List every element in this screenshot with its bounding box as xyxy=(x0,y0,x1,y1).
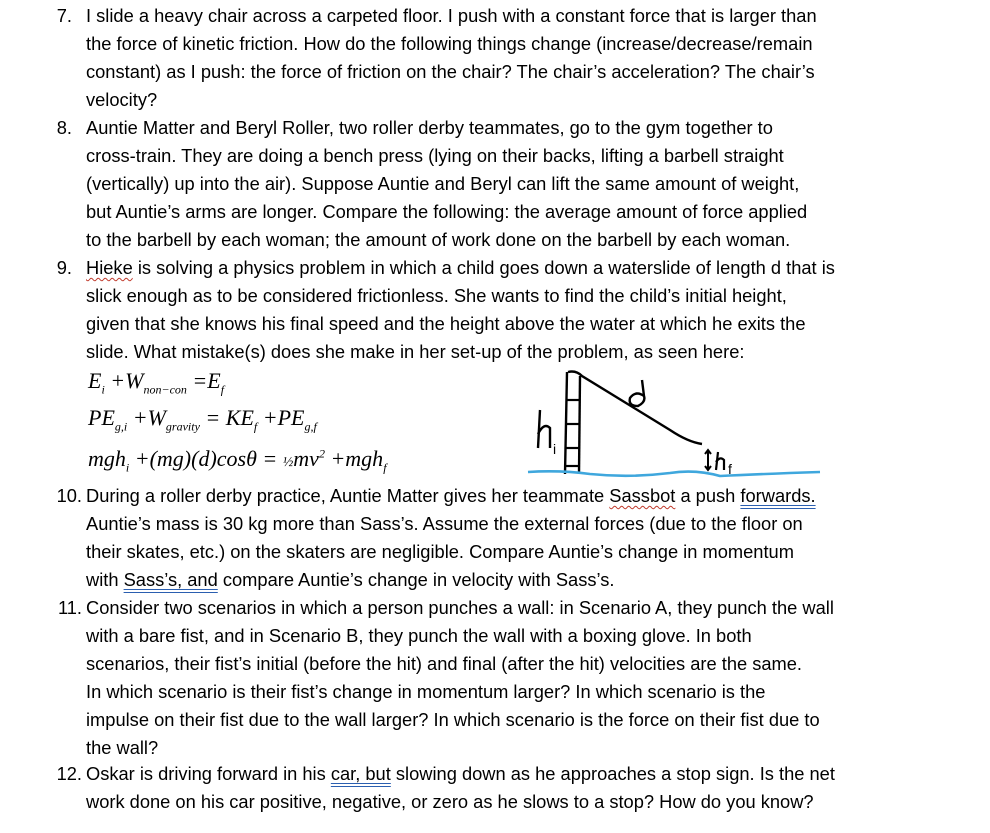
slide-ramp xyxy=(568,372,702,445)
question-text xyxy=(86,114,966,254)
question-text xyxy=(86,760,966,816)
text-line xyxy=(86,254,966,282)
eq-symbol: + xyxy=(104,368,126,393)
eq-symbol: E xyxy=(207,368,221,393)
text-line xyxy=(86,566,966,594)
eq-subscript: i xyxy=(125,460,130,475)
eq-symbol: mgh xyxy=(345,446,384,471)
question-text xyxy=(86,482,966,594)
text-fragment: a push xyxy=(675,485,741,506)
text-fragment: compare Auntie’s change in velocity with Sass’s. xyxy=(217,569,615,590)
text-line: In which scenario is their fist’s change in momentum larger? In which scenario is the xyxy=(86,681,766,702)
grammar-check-word: car, but xyxy=(330,763,391,784)
text-fragment: Oskar is driving forward in his xyxy=(86,763,331,784)
text-fragment: During a roller derby practice, Auntie Matter gives her teammate xyxy=(86,485,610,506)
text-line xyxy=(86,482,966,510)
question-text xyxy=(86,2,966,114)
text-line: the force of kinetic friction. How do the following things change (increase/decrease/remain xyxy=(86,33,813,54)
water-surface xyxy=(528,471,820,476)
text-line: scenarios, their fist’s initial (before the hit) and final (after the hit) velocities are the same. xyxy=(86,653,803,674)
eq-symbol: W xyxy=(125,368,144,393)
label-d-glyph xyxy=(630,380,645,406)
grammar-check-word: Sass’s, and xyxy=(123,569,218,590)
eq-subscript: gravity xyxy=(165,419,200,434)
eq-subscript: f xyxy=(220,382,225,397)
eq-symbol: + xyxy=(324,446,346,471)
text-fragment: is solving a physics problem in which a child goes down a waterslide of length d that is xyxy=(132,257,835,278)
spellcheck-word: Sassbot xyxy=(609,485,676,506)
label-hf-glyph xyxy=(716,452,724,470)
text-fragment: slowing down as he approaches a stop sign. Is the net xyxy=(390,763,835,784)
equation-energy-terms xyxy=(88,405,317,434)
eq-subscript: non−con xyxy=(143,382,187,397)
text-line: given that she knows his final speed and the height above the water at which he exits the xyxy=(86,313,806,334)
question-number: 8. xyxy=(56,117,72,138)
eq-symbol: PE xyxy=(277,405,305,430)
eq-symbol: PE xyxy=(88,405,115,430)
eq-subscript: g,i xyxy=(114,419,128,434)
text-line: cross-train. They are doing a bench press (lying on their backs, lifting a barbell straight xyxy=(86,145,784,166)
text-line: constant) as I push: the force of friction on the chair? The chair’s acceleration? The chair’s xyxy=(86,61,815,82)
eq-symbol: mv xyxy=(293,446,319,471)
text-line: slide. What mistake(s) does she make in her set-up of the problem, as seen here: xyxy=(86,341,745,362)
eq-symbol: + xyxy=(127,405,148,430)
eq-symbol: E xyxy=(88,368,102,393)
label-hi-sub: i xyxy=(553,441,557,457)
waterslide-sketch xyxy=(520,366,830,488)
text-line: Auntie Matter and Beryl Roller, two roller derby teammates, go to the gym together to xyxy=(86,117,773,138)
eq-symbol: KE xyxy=(225,405,254,430)
label-hi-glyph xyxy=(538,410,550,448)
spellcheck-word: Hieke xyxy=(86,257,133,278)
eq-symbol: W xyxy=(147,405,166,430)
eq-subscript: g,f xyxy=(304,419,317,434)
text-line: Consider two scenarios in which a person punches a wall: in Scenario A, they punch the wall xyxy=(86,597,834,618)
eq-subscript: f xyxy=(383,460,387,475)
eq-superscript: 2 xyxy=(318,446,325,461)
eq-fraction: ½ xyxy=(282,455,294,470)
eq-symbol: θ xyxy=(246,446,257,471)
question-text xyxy=(86,594,966,762)
equation-energy xyxy=(88,368,224,397)
equation-expanded xyxy=(88,446,387,475)
label-hf-sub: f xyxy=(728,461,732,477)
text-fragment: with xyxy=(86,569,124,590)
question-number: 9. xyxy=(56,257,72,278)
eq-symbol: = xyxy=(186,368,208,393)
text-line: but Auntie’s arms are longer. Compare the following: the average amount of force applied xyxy=(86,201,808,222)
question-number: 7. xyxy=(56,5,72,26)
text-line: impulse on their fist due to the wall larger? In which scenario is the force on their fist due to xyxy=(86,709,820,730)
text-line: work done on his car positive, negative, or zero as he slows to a stop? How do you know? xyxy=(86,791,814,812)
question-number: 12. xyxy=(56,763,82,784)
hf-height-arrow xyxy=(705,450,711,470)
text-line: velocity? xyxy=(86,89,158,110)
eq-symbol: mgh xyxy=(88,446,126,471)
eq-symbol: = xyxy=(199,405,226,430)
text-line: (vertically) up into the air). Suppose Auntie and Beryl can lift the same amount of weight, xyxy=(86,173,800,194)
eq-symbol: + xyxy=(257,405,278,430)
question-text xyxy=(86,254,966,366)
text-line: slick enough as to be considered frictionless. She wants to find the child’s initial height, xyxy=(86,285,787,306)
question-number: 11. xyxy=(57,597,82,618)
eq-symbol: = xyxy=(256,446,283,471)
grammar-check-word: forwards. xyxy=(740,485,816,506)
text-line: to the barbell by each woman; the amount of work done on the barbell by each woman. xyxy=(86,229,791,250)
text-line: with a bare fist, and in Scenario B, they punch the wall with a boxing glove. In both xyxy=(86,625,752,646)
text-line: I slide a heavy chair across a carpeted floor. I push with a constant force that is larger than xyxy=(86,5,817,26)
text-line: Auntie’s mass is 30 kg more than Sass’s. Assume the external forces (due to the floor on xyxy=(86,513,803,534)
eq-symbol: +(mg)(d)cos xyxy=(129,446,247,471)
question-number: 10. xyxy=(56,485,82,506)
eq-subscript: f xyxy=(253,419,258,434)
text-line xyxy=(86,760,966,788)
text-line: their skates, etc.) on the skaters are negligible. Compare Auntie’s change in momentum xyxy=(86,541,794,562)
eq-subscript: i xyxy=(101,382,105,397)
text-line: the wall? xyxy=(86,737,159,758)
